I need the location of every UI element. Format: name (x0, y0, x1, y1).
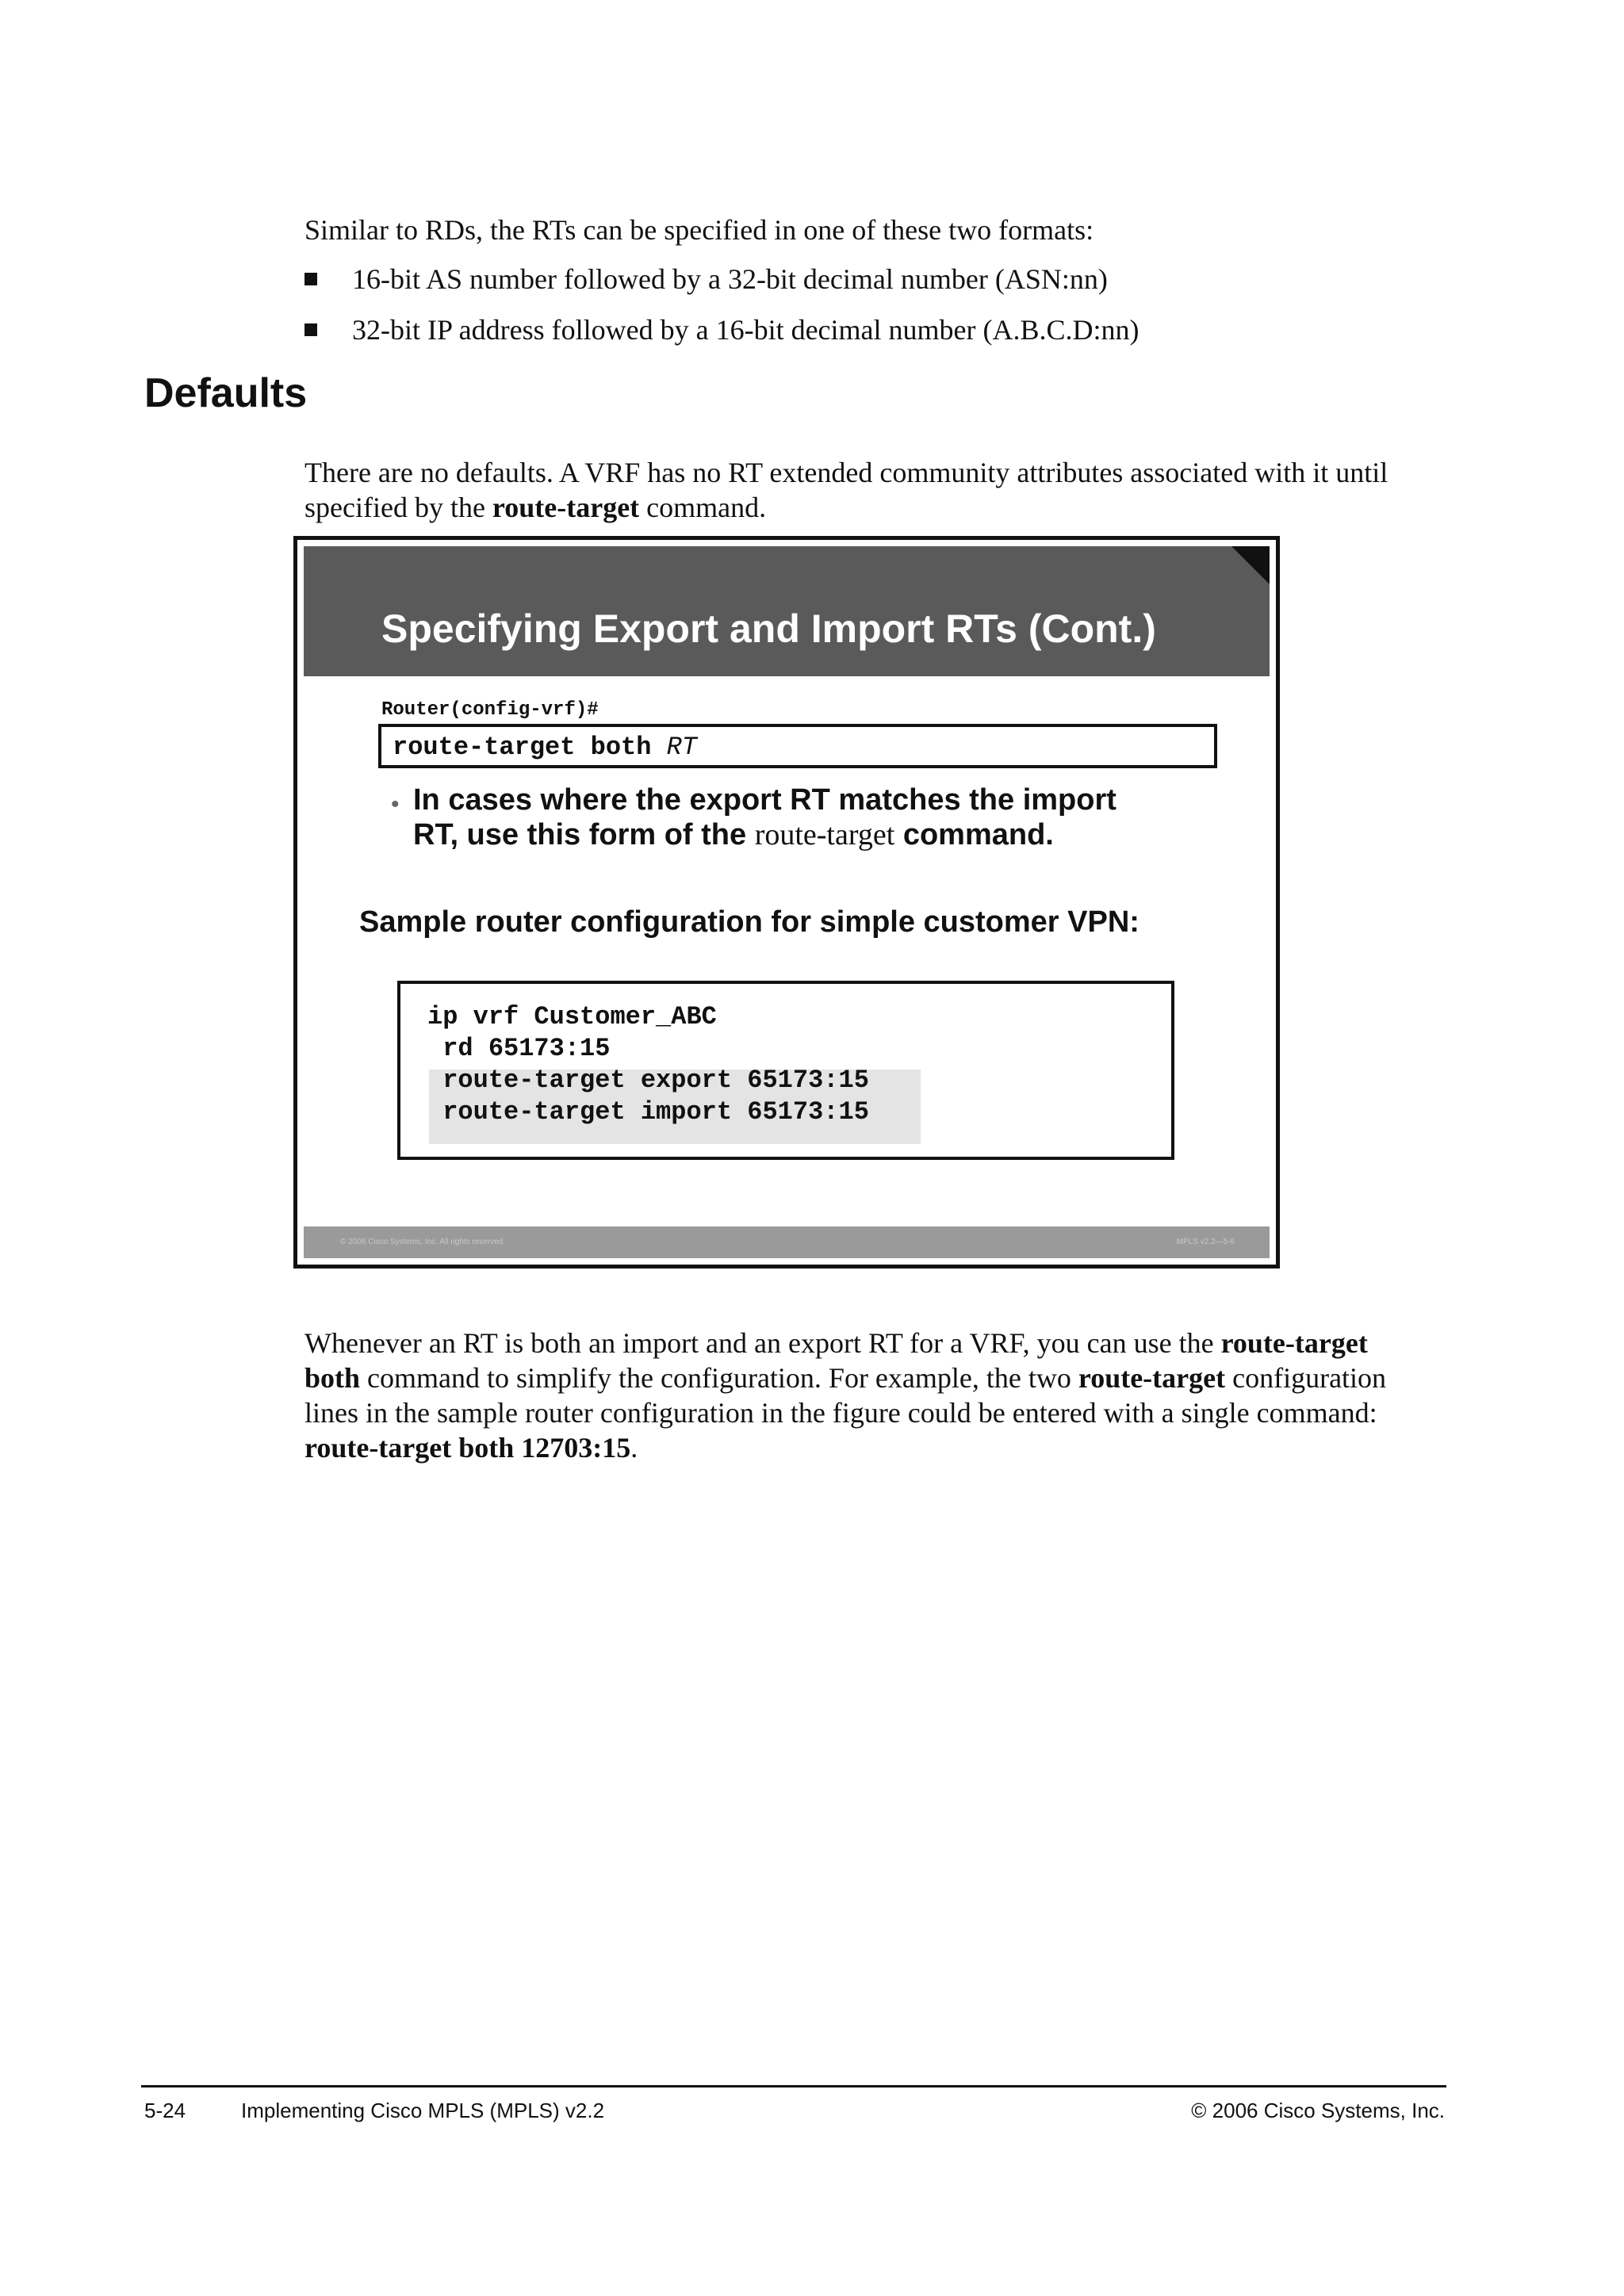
after-line-1-bold: route-target (1220, 1327, 1368, 1359)
after-line-4-bold: route-target both 12703:15 (304, 1432, 631, 1464)
slide-footer-version: MPLS v2.2—5-6 (1176, 1238, 1235, 1246)
slide-title: Specifying Export and Import RTs (Cont.) (381, 607, 1156, 651)
after-text-line-4 (304, 1430, 638, 1465)
intro-bullet-2-text: 32-bit IP address followed by a 16-bit decimal number (A.B.C.D:nn) (352, 314, 1139, 346)
after-line-2-text: command to simplify the configuration. For example, the two (360, 1362, 1078, 1394)
bullet-dot-icon: • (391, 791, 400, 817)
after-text-line-2 (304, 1360, 1386, 1395)
after-text-line-3: lines in the sample router configuration in the figure could be entered with a single command: (304, 1397, 1377, 1429)
intro-text: Similar to RDs, the RTs can be specified in one of these two formats: (304, 214, 1094, 246)
after-line-1-text: Whenever an RT is both an import and an export RT for a VRF, you can use the (304, 1327, 1221, 1359)
corner-triangle-icon (1231, 546, 1270, 584)
config-code-box (397, 981, 1174, 1160)
slide-inner (304, 546, 1270, 1258)
slide-bullet-text (413, 783, 1206, 852)
defaults-text-suffix: command. (639, 492, 767, 523)
cli-prompt: Router(config-vrf)# (381, 699, 599, 721)
after-text-line-1 (304, 1326, 1368, 1360)
after-line-4-suffix: . (630, 1432, 638, 1464)
config-line-1: ip vrf Customer_ABC (427, 1002, 717, 1031)
section-heading-defaults: Defaults (144, 370, 308, 416)
defaults-text-prefix: specified by the (304, 492, 492, 523)
footer-course-title: Implementing Cisco MPLS (MPLS) v2.2 (241, 2099, 605, 2122)
command-syntax-box (378, 724, 1217, 768)
footer-divider (141, 2085, 1446, 2087)
config-line-2: rd 65173:15 (427, 1034, 611, 1063)
slide-bullet-line-2 (413, 817, 1206, 852)
command-argument: RT (666, 733, 698, 762)
square-bullet-icon (304, 273, 317, 285)
slide-footer-copyright: © 2006 Cisco Systems, Inc. All rights reserved. (340, 1238, 506, 1246)
after-line-2-suffix: configuration (1225, 1362, 1387, 1394)
square-bullet-icon (304, 323, 317, 336)
slide-title-bar (304, 546, 1270, 676)
slide-figure (293, 536, 1280, 1269)
command-syntax (393, 733, 697, 762)
after-line-2-bold-2: route-target (1078, 1362, 1226, 1394)
slide-bullet-line-2-prefix: RT, use this form of the (413, 818, 755, 851)
config-line-3: route-target export 65173:15 (427, 1066, 869, 1095)
slide-bullet-line-1: In cases where the export RT matches the import (413, 783, 1116, 817)
defaults-text-line-1: There are no defaults. A VRF has no RT extended community attributes associated with it until (304, 457, 1388, 488)
command-keyword: route-target both (393, 733, 652, 762)
footer-page-number: 5-24 (144, 2099, 186, 2122)
intro-bullet-1-text: 16-bit AS number followed by a 32-bit decimal number (ASN:nn) (352, 263, 1108, 295)
after-line-2-bold: both (304, 1362, 361, 1394)
slide-bullet-command: route-target (754, 818, 895, 851)
footer-copyright: © 2006 Cisco Systems, Inc. (1191, 2099, 1445, 2122)
slide-footer-bar (304, 1226, 1270, 1258)
sample-config-heading: Sample router configuration for simple customer VPN: (359, 905, 1139, 939)
defaults-text-command: route-target (492, 492, 640, 523)
defaults-text-line-2 (304, 490, 766, 525)
config-line-4: route-target import 65173:15 (427, 1097, 869, 1127)
slide-bullet-line-2-suffix: command. (894, 818, 1054, 851)
